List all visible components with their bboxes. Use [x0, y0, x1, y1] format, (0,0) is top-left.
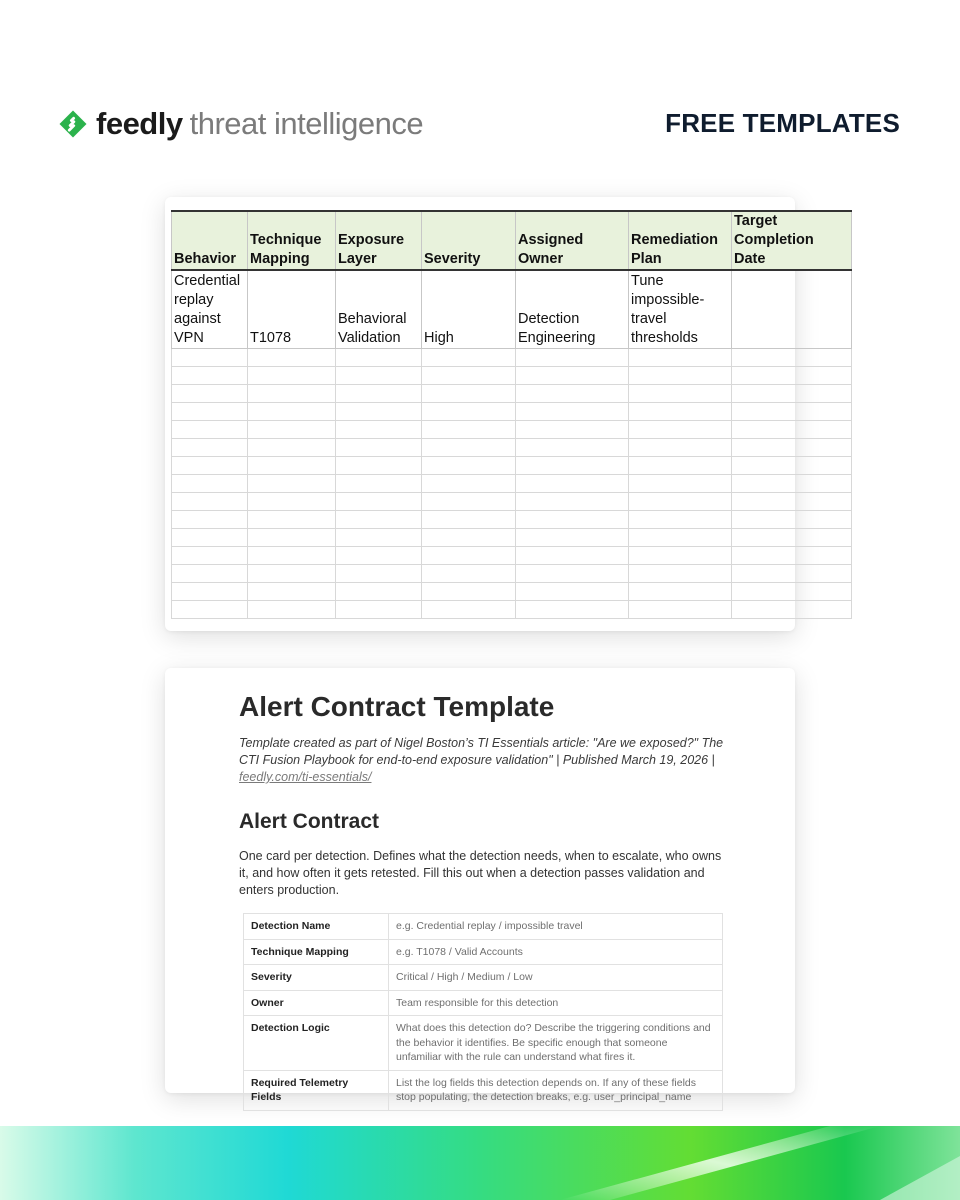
empty-cell[interactable]	[629, 583, 732, 601]
empty-cell[interactable]	[248, 493, 336, 511]
empty-cell[interactable]	[422, 349, 516, 367]
empty-cell[interactable]	[336, 349, 422, 367]
empty-cell[interactable]	[516, 583, 629, 601]
empty-cell[interactable]	[422, 601, 516, 619]
empty-cell[interactable]	[516, 529, 629, 547]
empty-cell[interactable]	[248, 511, 336, 529]
empty-row	[172, 493, 852, 511]
empty-cell[interactable]	[248, 403, 336, 421]
column-header[interactable]: Target Completion Date	[732, 211, 852, 270]
empty-cell[interactable]	[629, 439, 732, 457]
column-header[interactable]: Behavior	[172, 211, 248, 270]
empty-cell[interactable]	[629, 511, 732, 529]
empty-cell[interactable]	[629, 547, 732, 565]
empty-cell[interactable]	[172, 349, 248, 367]
empty-cell[interactable]	[336, 583, 422, 601]
empty-cell[interactable]	[172, 529, 248, 547]
empty-cell[interactable]	[172, 493, 248, 511]
empty-cell[interactable]	[629, 493, 732, 511]
empty-cell[interactable]	[172, 601, 248, 619]
empty-row	[172, 511, 852, 529]
table-cell[interactable]: Credential replay against VPN	[172, 270, 248, 349]
table-row	[244, 1016, 723, 1071]
empty-cell[interactable]	[336, 565, 422, 583]
empty-row	[172, 583, 852, 601]
table-cell[interactable]: T1078	[248, 270, 336, 349]
empty-row	[172, 403, 852, 421]
empty-cell[interactable]	[422, 547, 516, 565]
empty-cell[interactable]	[629, 349, 732, 367]
empty-cell[interactable]	[422, 367, 516, 385]
empty-cell[interactable]	[248, 367, 336, 385]
empty-cell[interactable]	[172, 421, 248, 439]
document-meta	[239, 735, 729, 786]
empty-cell[interactable]	[172, 367, 248, 385]
feedly-logo-icon	[58, 109, 88, 139]
table-cell[interactable]: Behavioral Validation	[336, 270, 422, 349]
empty-row	[172, 421, 852, 439]
empty-cell[interactable]	[629, 403, 732, 421]
empty-cell[interactable]	[172, 583, 248, 601]
empty-cell[interactable]	[336, 403, 422, 421]
field-value[interactable]: Team responsible for this detection	[389, 990, 723, 1016]
column-header[interactable]: Severity	[422, 211, 516, 270]
table-row	[244, 939, 723, 965]
column-header[interactable]: Technique Mapping	[248, 211, 336, 270]
empty-cell[interactable]	[629, 475, 732, 493]
page-header	[58, 100, 900, 150]
empty-cell[interactable]	[732, 421, 852, 439]
alert-contract-table	[243, 913, 723, 1111]
header-row	[172, 211, 852, 270]
field-label: Detection Name	[244, 914, 389, 940]
empty-cell[interactable]	[248, 439, 336, 457]
empty-cell[interactable]	[422, 475, 516, 493]
empty-cell[interactable]	[629, 421, 732, 439]
empty-cell[interactable]	[248, 601, 336, 619]
empty-cell[interactable]	[732, 601, 852, 619]
empty-cell[interactable]	[422, 565, 516, 583]
empty-cell[interactable]	[336, 367, 422, 385]
empty-cell[interactable]	[629, 565, 732, 583]
empty-cell[interactable]	[336, 385, 422, 403]
empty-cell[interactable]	[732, 511, 852, 529]
table-cell[interactable]: Tune impossible-travel thresholds	[629, 270, 732, 349]
empty-cell[interactable]	[422, 493, 516, 511]
empty-cell[interactable]	[516, 385, 629, 403]
field-value[interactable]: e.g. T1078 / Valid Accounts	[389, 939, 723, 965]
empty-row	[172, 349, 852, 367]
empty-cell[interactable]	[422, 403, 516, 421]
empty-cell[interactable]	[732, 367, 852, 385]
empty-cell[interactable]	[336, 493, 422, 511]
empty-cell[interactable]	[172, 403, 248, 421]
field-label: Technique Mapping	[244, 939, 389, 965]
empty-cell[interactable]	[248, 349, 336, 367]
field-label: Owner	[244, 990, 389, 1016]
section-description: One card per detection. Defines what the detection needs, when to escalate, who owns it, and how often it gets retested. Fill this out when a detection passes validation and enters production.	[239, 849, 722, 897]
empty-cell[interactable]	[422, 583, 516, 601]
document-body	[239, 668, 729, 1111]
field-value[interactable]: List the log fields this detection depends on. If any of these fields stop populating, the detection breaks, e.g. user_principal_name	[389, 1070, 723, 1110]
field-value[interactable]: What does this detection do? Describe the triggering conditions and the behavior it identifies. Be specific enough that someone unfamiliar with the rule can understand what fires it.	[389, 1016, 723, 1071]
empty-cell[interactable]	[422, 457, 516, 475]
empty-cell[interactable]	[172, 511, 248, 529]
spreadsheet-preview	[165, 197, 814, 631]
column-header[interactable]: Exposure Layer	[336, 211, 422, 270]
empty-cell[interactable]	[248, 565, 336, 583]
empty-cell[interactable]	[422, 511, 516, 529]
spreadsheet-table	[171, 210, 852, 619]
empty-cell[interactable]	[422, 385, 516, 403]
free-templates-label: FREE TEMPLATES	[665, 108, 900, 138]
empty-cell[interactable]	[248, 583, 336, 601]
empty-cell[interactable]	[172, 385, 248, 403]
empty-cell[interactable]	[516, 439, 629, 457]
empty-cell[interactable]	[248, 421, 336, 439]
empty-cell[interactable]	[336, 439, 422, 457]
empty-cell[interactable]	[732, 529, 852, 547]
empty-cell[interactable]	[516, 511, 629, 529]
empty-cell[interactable]	[516, 601, 629, 619]
decorative-gradient-band	[0, 1126, 960, 1200]
empty-cell[interactable]	[516, 565, 629, 583]
brand-product: threat intelligence	[189, 106, 424, 141]
article-link[interactable]: feedly.com/ti-essentials/	[239, 770, 372, 784]
empty-cell[interactable]	[732, 457, 852, 475]
empty-cell[interactable]	[732, 349, 852, 367]
table-row	[244, 914, 723, 940]
table-cell[interactable]: High	[422, 270, 516, 349]
field-value[interactable]: Critical / High / Medium / Low	[389, 965, 723, 991]
empty-cell[interactable]	[516, 493, 629, 511]
empty-cell[interactable]	[732, 439, 852, 457]
empty-cell[interactable]	[732, 385, 852, 403]
empty-cell[interactable]	[629, 601, 732, 619]
empty-cell[interactable]	[732, 565, 852, 583]
empty-cell[interactable]	[516, 349, 629, 367]
empty-cell[interactable]	[248, 529, 336, 547]
table-cell[interactable]	[732, 270, 852, 349]
empty-cell[interactable]	[516, 547, 629, 565]
document-preview	[165, 668, 795, 1103]
empty-cell[interactable]	[422, 421, 516, 439]
empty-cell[interactable]	[248, 457, 336, 475]
empty-cell[interactable]	[336, 457, 422, 475]
empty-row	[172, 565, 852, 583]
document-title: Alert Contract Template	[239, 691, 555, 722]
empty-cell[interactable]	[732, 547, 852, 565]
empty-cell[interactable]	[629, 457, 732, 475]
empty-cell[interactable]	[732, 493, 852, 511]
empty-cell[interactable]	[732, 583, 852, 601]
section-title: Alert Contract	[239, 810, 380, 833]
empty-cell[interactable]	[732, 475, 852, 493]
empty-cell[interactable]	[248, 385, 336, 403]
empty-cell[interactable]	[336, 421, 422, 439]
table-row	[244, 990, 723, 1016]
empty-cell[interactable]	[516, 421, 629, 439]
empty-cell[interactable]	[516, 367, 629, 385]
field-value[interactable]: e.g. Credential replay / impossible travel	[389, 914, 723, 940]
empty-cell[interactable]	[172, 565, 248, 583]
empty-cell[interactable]	[422, 529, 516, 547]
empty-row	[172, 367, 852, 385]
empty-cell[interactable]	[248, 547, 336, 565]
table-cell[interactable]: Detection Engineering	[516, 270, 629, 349]
empty-cell[interactable]	[172, 547, 248, 565]
field-label: Required Telemetry Fields	[244, 1070, 389, 1110]
empty-cell[interactable]	[172, 457, 248, 475]
empty-cell[interactable]	[516, 457, 629, 475]
empty-cell[interactable]	[336, 601, 422, 619]
empty-cell[interactable]	[336, 529, 422, 547]
empty-cell[interactable]	[629, 529, 732, 547]
column-header[interactable]: Remediation Plan	[629, 211, 732, 270]
empty-row	[172, 385, 852, 403]
empty-row	[172, 529, 852, 547]
empty-cell[interactable]	[629, 367, 732, 385]
table-row	[172, 270, 852, 349]
brand-name: feedly	[96, 106, 183, 141]
empty-cell[interactable]	[516, 475, 629, 493]
empty-cell[interactable]	[336, 511, 422, 529]
empty-row	[172, 547, 852, 565]
meta-text: Template created as part of Nigel Boston’s TI Essentials article: "Are we exposed?" The CTI Fusion Playbook for end-to-end exposure validation" | Published March 19, 2026 |	[239, 736, 724, 767]
empty-cell[interactable]	[172, 439, 248, 457]
empty-row	[172, 601, 852, 619]
empty-cell[interactable]	[732, 403, 852, 421]
column-header[interactable]: Assigned Owner	[516, 211, 629, 270]
table-row	[244, 965, 723, 991]
empty-cell[interactable]	[248, 475, 336, 493]
empty-row	[172, 457, 852, 475]
empty-row	[172, 439, 852, 457]
feedly-logo[interactable]	[58, 106, 423, 142]
empty-cell[interactable]	[629, 385, 732, 403]
empty-cell[interactable]	[336, 547, 422, 565]
empty-cell[interactable]	[336, 475, 422, 493]
empty-row	[172, 475, 852, 493]
table-row	[244, 1070, 723, 1110]
field-label: Detection Logic	[244, 1016, 389, 1071]
empty-cell[interactable]	[422, 439, 516, 457]
empty-cell[interactable]	[516, 403, 629, 421]
field-label: Severity	[244, 965, 389, 991]
empty-cell[interactable]	[172, 475, 248, 493]
